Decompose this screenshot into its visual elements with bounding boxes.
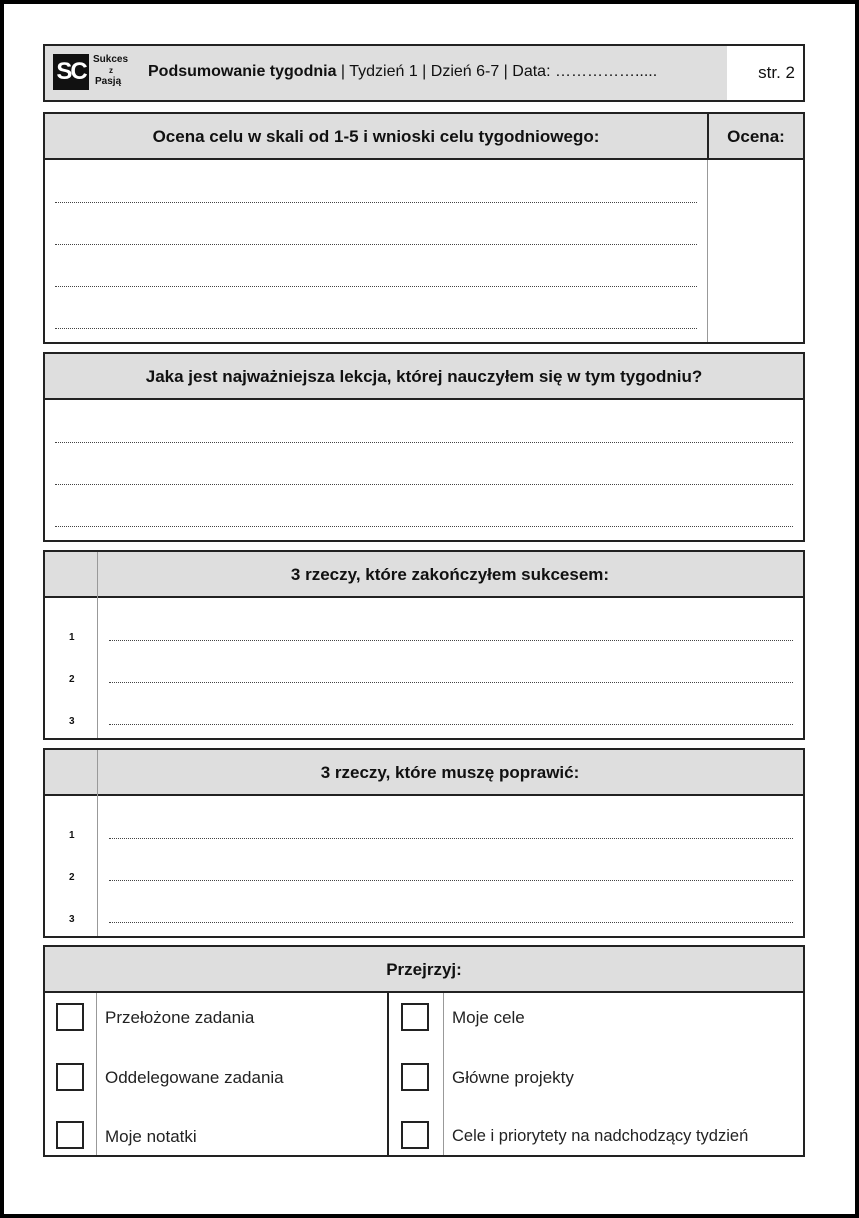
goal-write-line[interactable] bbox=[55, 244, 697, 245]
review-section bbox=[43, 945, 805, 1157]
improve-title: 3 rzeczy, które muszę poprawić: bbox=[320, 763, 580, 782]
success-write-line[interactable] bbox=[109, 640, 793, 641]
lesson-title: Jaka jest najważniejsza lekcja, której nauczyłem się w tym tygodniu? bbox=[145, 367, 703, 386]
goal-write-line[interactable] bbox=[55, 286, 697, 287]
logo-text-bottom: Pasją bbox=[95, 76, 122, 87]
success-header-divider bbox=[45, 596, 803, 598]
goal-write-line[interactable] bbox=[55, 328, 697, 329]
review-title: Przejrzyj: bbox=[386, 960, 462, 979]
lesson-write-line[interactable] bbox=[55, 442, 793, 443]
success-number-2: 2 bbox=[69, 674, 75, 685]
header-title-line bbox=[148, 63, 657, 81]
logo-text-mid: z bbox=[109, 66, 113, 75]
review-checkbox[interactable] bbox=[56, 1063, 84, 1091]
review-item-label: Przełożone zadania bbox=[105, 1008, 255, 1027]
review-right-check-divider bbox=[443, 993, 444, 1155]
review-item-label: Główne projekty bbox=[452, 1068, 574, 1087]
goal-section bbox=[43, 112, 805, 344]
review-item-label: Oddelegowane zadania bbox=[105, 1068, 284, 1087]
improve-write-line[interactable] bbox=[109, 838, 793, 839]
success-title: 3 rzeczy, które zakończyłem sukcesem: bbox=[290, 565, 610, 584]
review-checkbox[interactable] bbox=[56, 1003, 84, 1031]
review-middle-divider bbox=[387, 993, 389, 1155]
improve-number-1: 1 bbox=[69, 830, 75, 841]
improve-number-2: 2 bbox=[69, 872, 75, 883]
logo-mark: SC bbox=[53, 54, 89, 90]
goal-header-divider bbox=[45, 158, 803, 160]
review-item-label: Moje cele bbox=[452, 1008, 525, 1027]
lesson-section bbox=[43, 352, 805, 542]
review-item-label: Moje notatki bbox=[105, 1127, 197, 1146]
logo bbox=[53, 54, 133, 94]
improve-number-3: 3 bbox=[69, 914, 75, 925]
worksheet-page bbox=[4, 4, 855, 1214]
success-section bbox=[43, 550, 805, 740]
page-subtitle: | Tydzień 1 | Dzień 6-7 | Data: ……………..... bbox=[336, 63, 658, 80]
page-title: Podsumowanie tygodnia bbox=[148, 63, 337, 80]
logo-text-top: Sukces bbox=[93, 54, 129, 65]
improve-write-line[interactable] bbox=[109, 880, 793, 881]
header-bar bbox=[43, 44, 805, 102]
lesson-write-line[interactable] bbox=[55, 526, 793, 527]
page-number: str. 2 bbox=[758, 63, 795, 82]
lesson-header-divider bbox=[45, 398, 803, 400]
review-checkbox[interactable] bbox=[56, 1121, 84, 1149]
review-header-divider bbox=[45, 991, 803, 993]
success-write-line[interactable] bbox=[109, 682, 793, 683]
goal-column-divider-lower bbox=[707, 160, 708, 342]
success-number-1: 1 bbox=[69, 632, 75, 643]
improve-section bbox=[43, 748, 805, 938]
review-item-label: Cele i priorytety na nadchodzący tydzień bbox=[452, 1127, 749, 1145]
review-checkbox[interactable] bbox=[401, 1063, 429, 1091]
improve-write-line[interactable] bbox=[109, 922, 793, 923]
success-number-3: 3 bbox=[69, 716, 75, 727]
lesson-write-line[interactable] bbox=[55, 484, 793, 485]
review-left-check-divider bbox=[96, 993, 97, 1155]
review-checkbox[interactable] bbox=[401, 1003, 429, 1031]
review-checkbox[interactable] bbox=[401, 1121, 429, 1149]
goal-write-line[interactable] bbox=[55, 202, 697, 203]
improve-header-divider bbox=[45, 794, 803, 796]
goal-title: Ocena celu w skali od 1-5 i wnioski celu tygodniowego: bbox=[152, 127, 600, 146]
success-write-line[interactable] bbox=[109, 724, 793, 725]
rating-label: Ocena: bbox=[727, 127, 785, 146]
